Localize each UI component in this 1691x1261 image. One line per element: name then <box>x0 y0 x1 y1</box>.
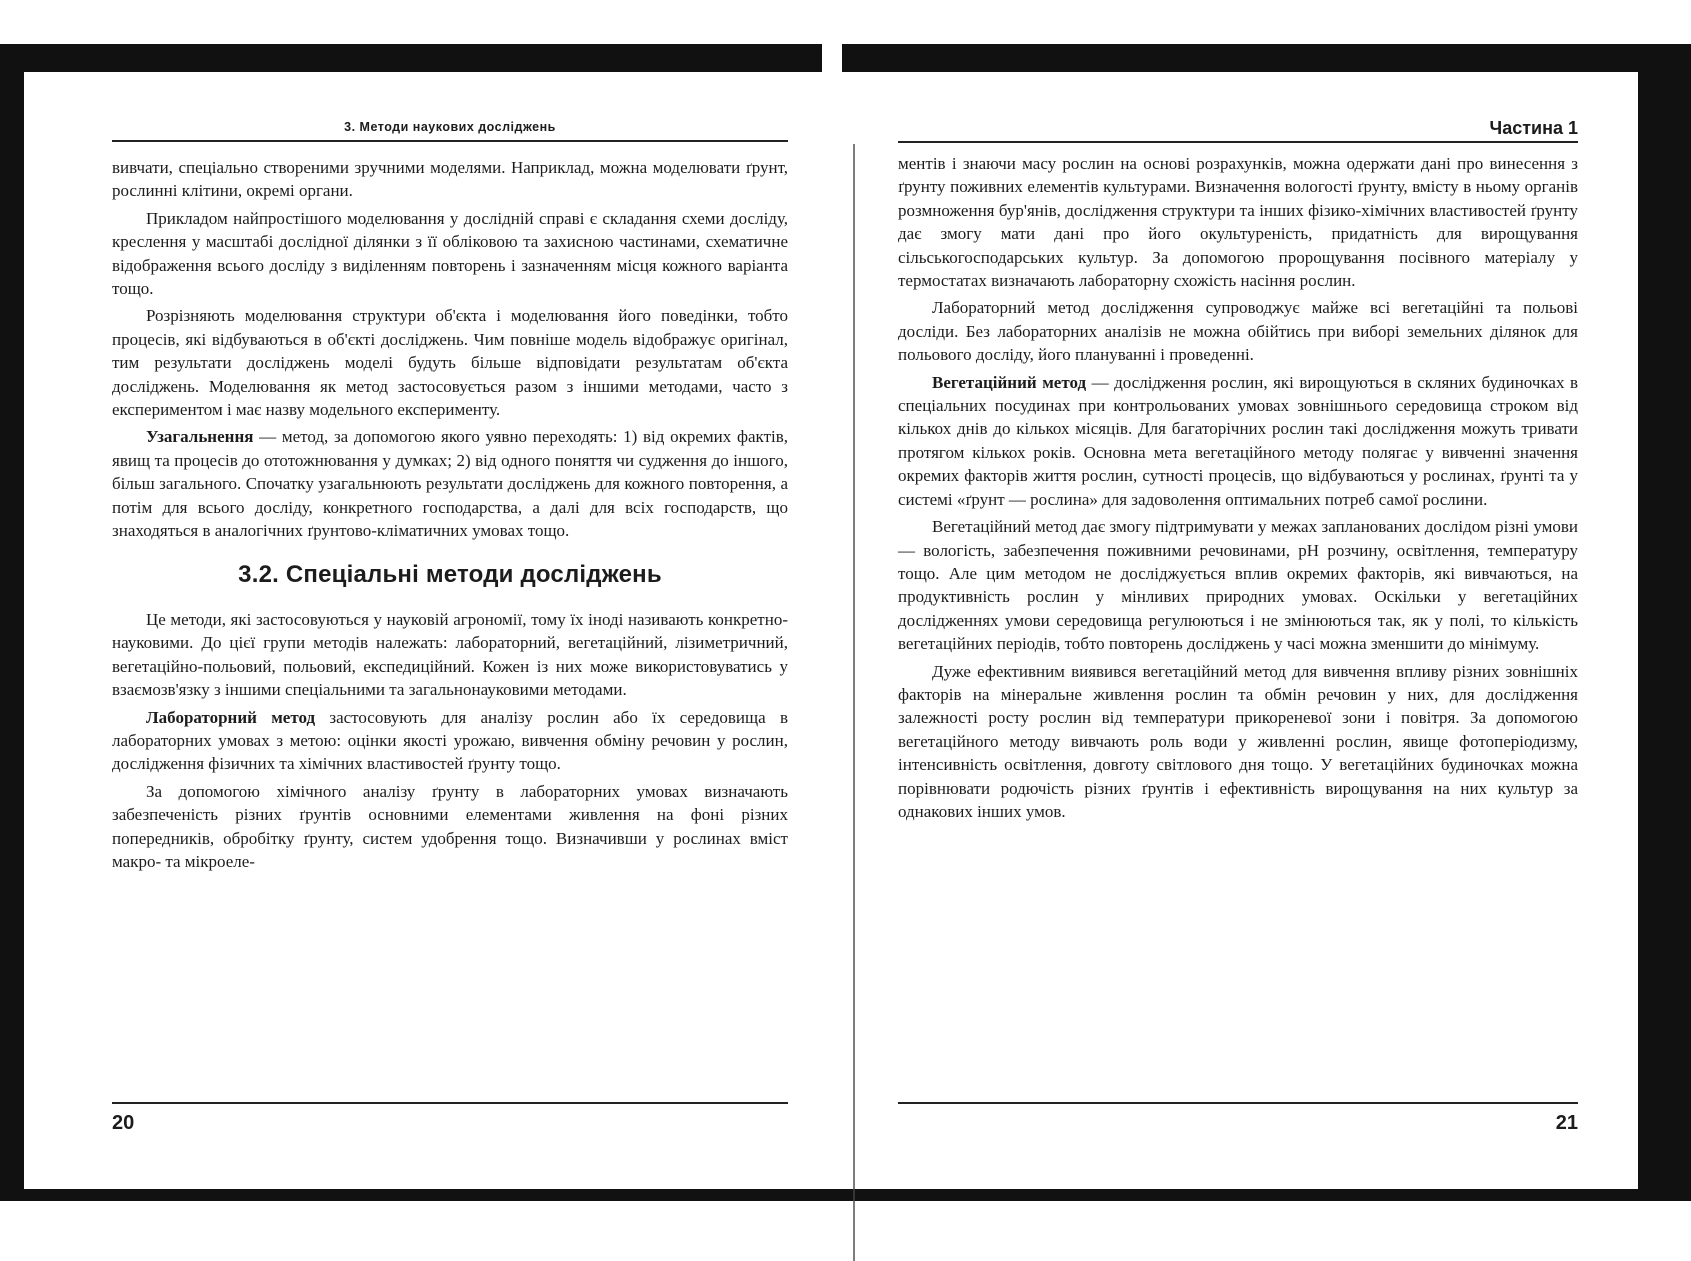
running-head: Частина 1 <box>1489 118 1578 138</box>
book-spread <box>24 72 1638 1189</box>
paragraph: Вегетаційний метод дає змогу підтримувати у межах запланованих дослідом різні умови — вологість, забезпечення поживними речовинами, pH розчину, освітлення, температуру тощо. Але цим методом не досліджується вплив окремих факторів, які вивчаються, на продуктивність рослин у мінливих природних умовах. Оскільки у вегетаційних дослідженнях умови середовища регулюються і не змінюються так, як у полі, то кількість вегетаційних періодів, тобто повторень досліджень у часі можна зменшити до мінімуму. <box>898 517 1578 654</box>
scan-border-bottom <box>0 1189 1691 1201</box>
header-rule <box>898 141 1578 143</box>
paragraph-veg-method <box>898 371 1578 511</box>
term-lab-method: Лабораторний метод <box>146 707 316 727</box>
running-head: 3. Методи наукових досліджень <box>344 120 556 134</box>
header-rule <box>112 140 788 142</box>
scan-border-right <box>1638 44 1691 1201</box>
page-number: 20 <box>112 1112 135 1134</box>
paragraph: За допомогою хімічного аналізу ґрунту в лабораторних умовах визначають забезпеченість різних ґрунтів основними елементами живлення на фоні різних попередників, обробітку ґрунту, систем удобрення тощо. Визначивши у рослинах вміст макро- та мікроеле- <box>112 781 788 871</box>
left-page-body <box>112 156 788 877</box>
page-number: 21 <box>1555 1112 1578 1134</box>
paragraph: Лабораторний метод дослідження супроводжує майже всі вегетаційні та польові досліди. Без лабораторних аналізів не можна обійтись при виборі земельних ділянок для польового досліду, його плануванні і проведенні. <box>898 298 1578 365</box>
definition-veg-method: — дослідження рослин, які вирощуються в скляних будиночках в спеціальних посудинах при контрольованих умовах зовнішнього середовища строком від кількох днів до кількох місяців. Для багаторічних рослин такі дослідження можуть тривати протягом кількох років. Основна мета вегетаційного методу полягає у вивченні значення окремих факторів життя рослин, сутності процесів, що відбуваються у рослинах, ґрунті та у системі «ґрунт — рослина» для задоволення оптимальних потреб самої рослини. <box>898 372 1578 509</box>
definition-lab-method: застосовують для аналізу рослин або їх середовища в лабораторних умовах з метою: оцінки якості урожаю, вивчення обміну речовин у рослин, дослідження фізичних та хімічних властивостей ґрунту тощо. <box>112 707 788 774</box>
scan-border-top <box>0 44 1691 72</box>
footer-rule <box>112 1102 788 1104</box>
paragraph-lab-method <box>112 706 788 776</box>
paragraph: Прикладом найпростішого моделювання у дослідній справі є складання схеми досліду, креслення у масштабі дослідної ділянки з її обліковою та захисною частинами, схематичне відображення всього досліду з виділенням повторень і зазначенням місця кожного варіанта тощо. <box>112 208 788 299</box>
paragraph-generalization <box>112 425 788 542</box>
paragraph: Дуже ефективним виявився вегетаційний метод для вивчення впливу різних зовнішніх факторів на мінеральне живлення рослин та обмін речовин у них, для дослідження залежності росту рослин від температури прикореневої зони і повітря. За допомогою вегетаційного методу вивчають роль води у живленні рослин, явище фотоперіодизму, інтенсивність освітлення, довготу світлового дня тощо. У вегетаційних будиночках можна порівнювати родючість різних ґрунтів і ефективність вирощування на них культур за однакових інших умов. <box>898 661 1578 821</box>
right-page-body <box>898 152 1578 827</box>
footer-rule <box>898 1102 1578 1104</box>
term-veg-method: Вегетаційний метод <box>932 372 1087 392</box>
paragraph: вивчати, спеціально створеними зручними моделями. Наприклад, можна моделювати ґрунт, рослинні клітини, окремі органи. <box>112 158 788 201</box>
definition-generalization: — метод, за допомогою якого уявно переходять: 1) від окремих фактів, явищ та процесів до ототожнювання у думках; 2) від одного поняття чи судження до іншого, більш загального. Спочатку узагальнюють результати досліджень для кожного повторення, а потім для всього досліду, конкретного господарства, а далі для всіх господарств, що знаходяться в аналогічних ґрунтово-кліматичних умовах тощо. <box>112 427 788 541</box>
term-generalization: Узагальнення <box>146 427 254 447</box>
paragraph: ментів і знаючи масу рослин на основі розрахунків, можна одержати дані про винесення з ґрунту поживних елементів культурами. Визначення вологості ґрунту, вмісту в ньому органів розмноження бур'янів, дослідження структури та інших фізико-хімічних властивостей ґрунту дає змогу мати дані про його окультуреність, придатність для вирощування сільськогосподарських культур. За допомогою пророщування посівного матеріалу у термостатах визначають лабораторну схожість насіння рослин. <box>898 154 1578 291</box>
paragraph: Розрізняють моделювання структури об'єкта і моделювання його поведінки, тобто процесів, які відбуваються в об'єкті досліджень. Чим повніше модель відображує оригінал, тим результати досліджень моделі будуть більше відповідати результатам об'єкта досліджень. Моделювання як метод застосовується разом з іншими методами, часто з експериментом і має назву модельного експерименту. <box>112 306 788 420</box>
paragraph: Це методи, які застосовуються у науковій агрономії, тому їх іноді називають конкретно-науковими. До цієї групи методів належать: лабораторний, вегетаційний, лізиметричний, вегетаційно-польовий, польовий, експедиційний. Кожен із них може використовуватись у взаємозв'язку з іншими спеціальними та загальнонауковими методами. <box>112 609 788 700</box>
scan-border-left <box>0 44 24 1201</box>
book-spine <box>853 144 855 1261</box>
section-heading: 3.2. Спеціальні методи досліджень <box>238 560 662 588</box>
scan-border-notch <box>822 44 842 72</box>
